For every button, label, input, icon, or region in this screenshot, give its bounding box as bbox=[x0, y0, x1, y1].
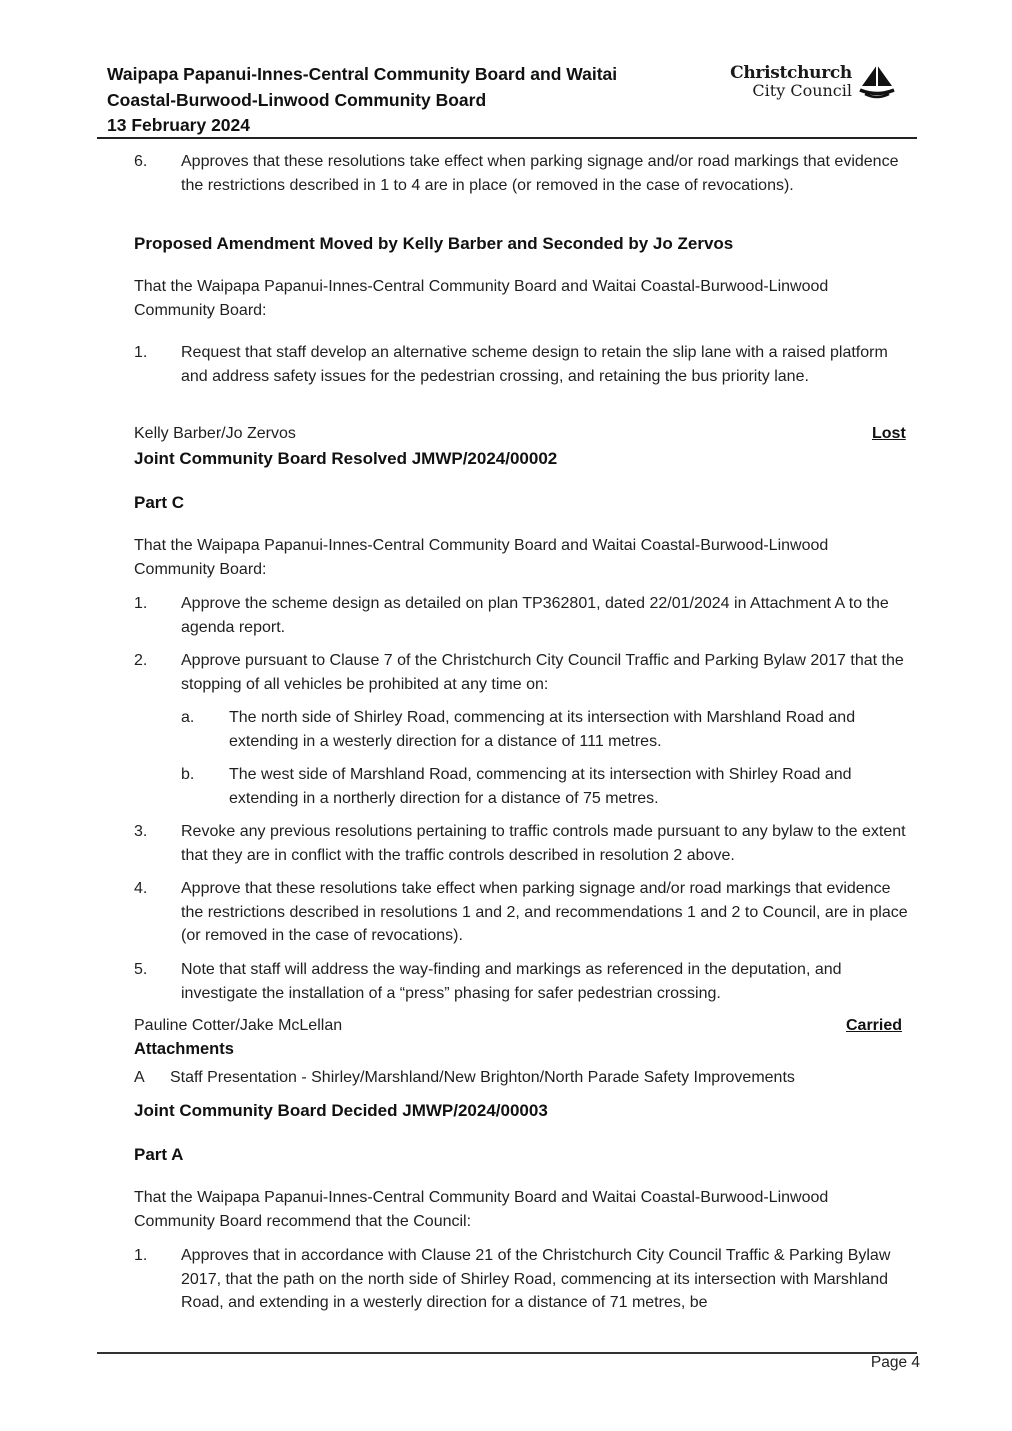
part-c-item-text: Approve pursuant to Clause 7 of the Christchurch City Council Traffic and Parking Bylaw 2017 that the stopping of all vehicles be prohibited at any time on: bbox=[181, 652, 904, 693]
part-c-item-number: 1. bbox=[134, 595, 148, 612]
part-c-item-number: 5. bbox=[134, 961, 148, 978]
attachment-letter: A bbox=[134, 1069, 145, 1086]
part-c-item-text: Approve that these resolutions take effect when parking signage and/or road markings that evidence the restrictions described in resolutions 1 and 2, and recommendations 1 and 2 to Council, are in place (or removed in the case of revocations). bbox=[181, 880, 908, 944]
header-date: 13 February 2024 bbox=[107, 115, 251, 135]
logo-text-line2: City Council bbox=[752, 81, 852, 100]
header-divider bbox=[97, 137, 917, 139]
amendment-result: Lost bbox=[872, 425, 906, 442]
part-c-item-text: Approve the scheme design as detailed on plan TP362801, dated 22/01/2024 in Attachment A to the agenda report. bbox=[181, 595, 889, 636]
part-c-subitem-letter: a. bbox=[181, 709, 195, 726]
part-a-intro: That the Waipapa Papanui-Innes-Central Community Board and Waitai Coastal-Burwood-Linwood Community Board recommend that the Council: bbox=[134, 1189, 829, 1230]
footer-divider bbox=[97, 1352, 917, 1354]
part-c-subitem-text: The west side of Marshland Road, commencing at its intersection with Shirley Road and extending in a northerly direction for a distance of 75 metres. bbox=[229, 766, 852, 807]
header-title-line1: Waipapa Papanui-Innes-Central Community Board and Waitai bbox=[107, 64, 618, 84]
header-title-line2: Coastal-Burwood-Linwood Community Board bbox=[107, 89, 487, 110]
part-c-subitem-text: The north side of Shirley Road, commencing at its intersection with Marshland Road and extending in a westerly direction for a distance of 111 metres. bbox=[229, 709, 856, 750]
document-header-title bbox=[107, 62, 697, 139]
part-c-intro: That the Waipapa Papanui-Innes-Central Community Board and Waitai Coastal-Burwood-Linwood Community Board: bbox=[134, 537, 829, 578]
amendment-heading: Proposed Amendment Moved by Kelly Barber and Seconded by Jo Zervos bbox=[134, 234, 734, 253]
attachments-heading: Attachments bbox=[134, 1040, 234, 1058]
top-item-number: 6. bbox=[134, 153, 148, 170]
resolution-result: Carried bbox=[846, 1017, 903, 1034]
amendment-item-text: Request that staff develop an alternative scheme design to retain the slip lane with a raised platform and address safety issues for the pedestrian crossing, and retaining the bus priority lane. bbox=[181, 344, 888, 385]
part-a-item-text: Approves that in accordance with Clause 21 of the Christchurch City Council Traffic & Parking Bylaw 2017, that the path on the north side of Shirley Road, commencing at its intersection with Marshland Road, and extending in a westerly direction for a distance of 71 metres, be bbox=[181, 1247, 891, 1311]
council-logo bbox=[722, 64, 902, 104]
part-c-subitem-letter: b. bbox=[181, 766, 195, 783]
part-c-item-text: Note that staff will address the way-finding and markings as referenced in the deputation, and investigate the installation of a “press” phasing for safer pedestrian crossing. bbox=[181, 961, 842, 1002]
resolution-movers: Pauline Cotter/Jake McLellan bbox=[134, 1017, 343, 1034]
top-item-text: Approves that these resolutions take effect when parking signage and/or road markings that evidence the restrictions described in 1 to 4 are in place (or removed in the case of revocations). bbox=[181, 153, 899, 194]
page-number: Page 4 bbox=[870, 1354, 920, 1371]
part-c-item-number: 2. bbox=[134, 652, 148, 669]
part-c-item-number: 3. bbox=[134, 823, 148, 840]
part-c-item-number: 4. bbox=[134, 880, 148, 897]
cathedral-logo-icon bbox=[857, 64, 897, 100]
attachment-link[interactable]: Staff Presentation - Shirley/Marshland/New Brighton/North Parade Safety Improvements bbox=[170, 1069, 795, 1086]
amendment-movers: Kelly Barber/Jo Zervos bbox=[134, 425, 296, 442]
logo-text-line1: Christchurch bbox=[730, 63, 852, 83]
part-a-item-number: 1. bbox=[134, 1247, 148, 1264]
part-a-heading: Part A bbox=[134, 1145, 184, 1164]
decision-heading: Joint Community Board Decided JMWP/2024/00003 bbox=[134, 1101, 548, 1120]
amendment-item-number: 1. bbox=[134, 344, 148, 361]
amendment-intro: That the Waipapa Papanui-Innes-Central Community Board and Waitai Coastal-Burwood-Linwood Community Board: bbox=[134, 278, 829, 319]
part-c-heading: Part C bbox=[134, 493, 185, 512]
part-c-item-text: Revoke any previous resolutions pertaining to traffic controls made pursuant to any bylaw to the extent that they are in conflict with the traffic controls described in resolution 2 above. bbox=[181, 823, 906, 864]
resolution-heading: Joint Community Board Resolved JMWP/2024/00002 bbox=[134, 449, 558, 468]
